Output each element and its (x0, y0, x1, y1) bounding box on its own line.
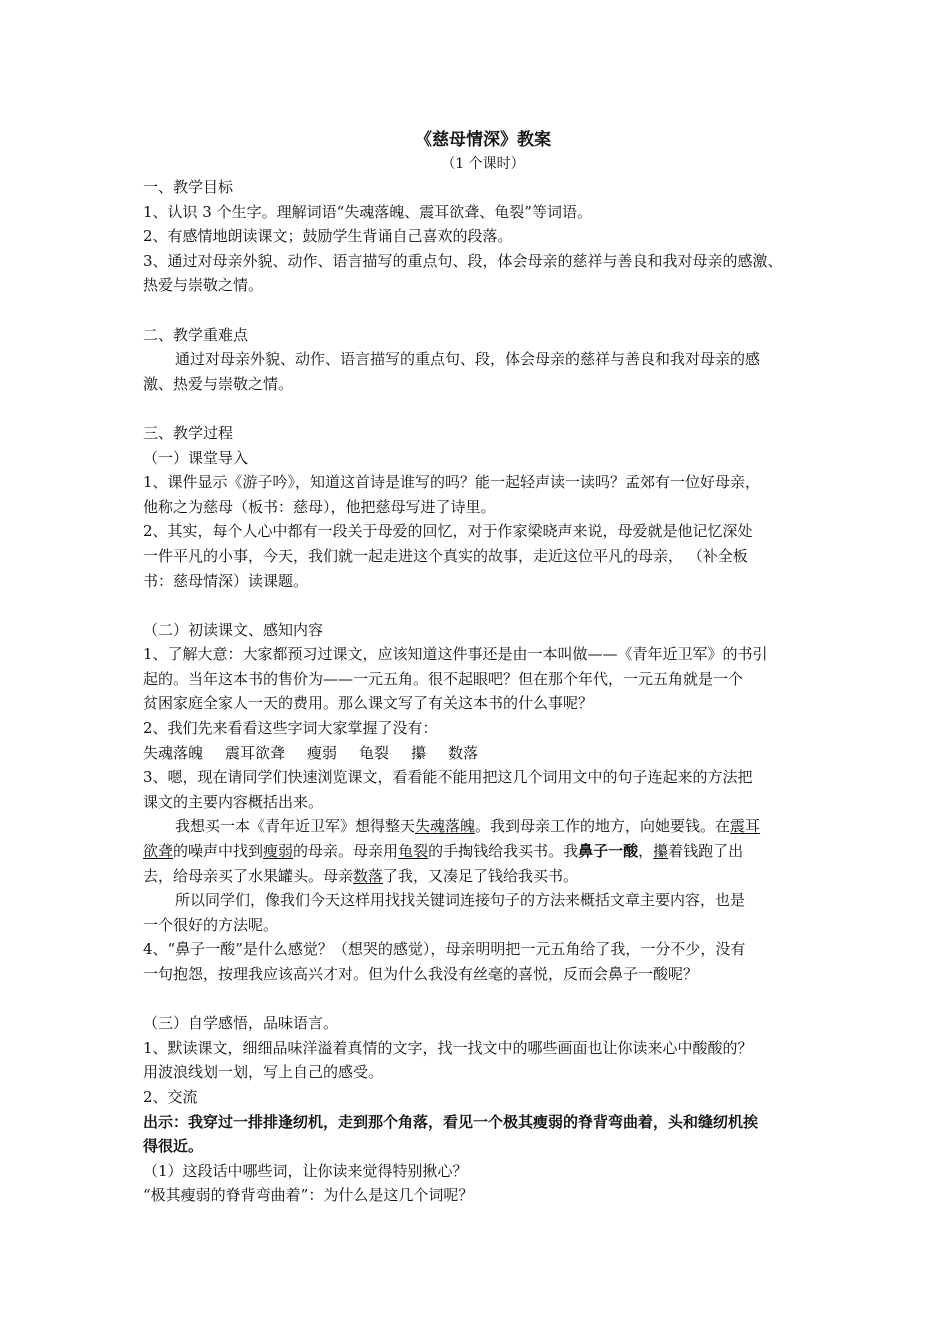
section-heading-process: 三、教学过程 (143, 423, 234, 442)
keyword-underlined: 瘦弱 (263, 842, 294, 861)
summary-line-2: 欲聋的噪声中找到瘦弱的母亲。母亲用龟裂的手掏钱给我买书。我鼻子一酸，攥着钱跑了出 (143, 842, 744, 861)
key-points-line-2: 激、热爱与崇敬之情。 (143, 374, 294, 393)
goal-3-line-2: 热爱与崇敬之情。 (143, 276, 264, 295)
spacer (143, 593, 823, 618)
vocabulary-word: 攥 (411, 743, 427, 762)
section-heading-key-points: 二、教学重难点 (143, 325, 249, 344)
keyword-underlined: 失魂落魄 (415, 817, 476, 836)
part-3-item-2: 2、交流 (143, 1087, 198, 1106)
shown-passage-line-1: 出示：我穿过一排排逢纫机，走到那个角落，看见一个极其瘦弱的脊背弯曲着，头和缝纫机挨 (143, 1112, 759, 1131)
part-2-heading: （二）初读课文、感知内容 (143, 620, 324, 639)
goal-2: 2、有感情地朗读课文；鼓励学生背诵自己喜欢的段落。 (143, 227, 513, 246)
part-3-item-1-line-2: 用波浪线划一划，写上自己的感受。 (143, 1063, 384, 1082)
page-subtitle: （1 个课时） (441, 156, 525, 172)
lesson-plan-body (143, 127, 823, 1208)
keyword-underlined: 欲聋 (143, 842, 174, 861)
vocabulary-word: 失魂落魄 (143, 743, 204, 762)
part-2-item-1-line-1: 1、了解大意：大家都预习过课文，应该知道这件事还是由一本叫做——《青年近卫军》的书引 (143, 645, 768, 664)
spacer (143, 987, 823, 1012)
part-2-item-1-line-3: 贫困家庭全家人一天的费用。那么课文写了有关这本书的什么事呢？ (143, 694, 594, 713)
keyword-underlined: 震耳 (730, 817, 761, 836)
vocabulary-word: 瘦弱 (307, 743, 338, 762)
part-2-item-4-line-1: 4、“鼻子一酸”是什么感觉？（想哭的感觉），母亲明明把一元五角给了我，一分不少，没有 (143, 940, 746, 959)
vocabulary-word: 龟裂 (359, 743, 390, 762)
key-points-line-1: 通过对母亲外貌、动作、语言描写的重点句、段，体会母亲的慈祥与善良和我对母亲的感 (175, 350, 761, 369)
spacer (143, 396, 823, 421)
keyword-underlined: 攥 (653, 842, 669, 861)
part-2-item-3-line-2: 课文的主要内容概括出来。 (143, 792, 324, 811)
vocabulary-word: 数落 (448, 743, 479, 762)
part-2-item-2: 2、我们先来看看这些字词大家掌握了没有： (143, 719, 438, 738)
question-1: （1）这段话中哪些词，让你读来觉得特别揪心？ (143, 1161, 468, 1180)
question-2: “极其瘦弱的脊背弯曲着”：为什么是这几个词呢？ (143, 1186, 474, 1205)
method-note-line-1: 所以同学们，像我们今天这样用找找关键词连接句子的方法来概括文章主要内容，也是 (175, 891, 746, 910)
part-1-item-2-line-1: 2、其实，每个人心中都有一段关于母爱的回忆，对于作家梁晓声来说，母爱就是他记忆深处 (143, 522, 753, 541)
vocabulary-word: 震耳欲聋 (225, 743, 286, 762)
part-2-item-4-line-2: 一句抱怨，按理我应该高兴才对。但为什么我没有丝毫的喜悦，反而会鼻子一酸呢？ (143, 965, 699, 983)
spacer (143, 298, 823, 323)
summary-line-3: 去，给母亲买了水果罐头。母亲数落了我，又凑足了钱给我买书。 (143, 866, 579, 885)
shown-passage-line-2: 得很近。 (143, 1137, 204, 1156)
part-1-heading: （一）课堂导入 (143, 448, 249, 467)
page-title: 《慈母情深》教案 (415, 130, 551, 150)
part-2-item-3-line-1: 3、嗯，现在请同学们快速浏览课文，看看能不能用把这几个词用文中的句子连起来的方法把 (143, 768, 753, 787)
part-3-heading: （三）自学感悟，品味语言。 (143, 1014, 339, 1033)
part-1-item-1-line-1: 1、课件显示《游子吟》，知道这首诗是谁写的吗？能一起轻声读一读吗？孟郊有一位好母亲， (143, 473, 761, 492)
part-1-item-2-line-3: 书：慈母情深）读课题。 (143, 571, 309, 590)
goal-3-line-1: 3、通过对母亲外貌、动作、语言描写的重点句、段，体会母亲的慈祥与善良和我对母亲的感激、 (143, 251, 783, 270)
part-3-item-1-line-1: 1、默读课文，细细品味洋溢着真情的文字，找一找文中的哪些画面也让你读来心中酸酸的？ (143, 1038, 753, 1057)
method-note-line-2: 一个很好的方法呢。 (143, 915, 279, 934)
keyword-bold: 鼻子一酸 (578, 842, 639, 861)
goal-1: 1、认识 3 个生字。理解词语“失魂落魄、震耳欲聋、龟裂”等词语。 (143, 202, 592, 221)
vocabulary-list (143, 741, 823, 766)
keyword-underlined: 数落 (353, 866, 384, 885)
part-2-item-1-line-2: 起的。当年这本书的售价为——一元五角。很不起眼吧？但在那个年代，一元五角就是一个 (143, 669, 744, 688)
keyword-underlined: 龟裂 (398, 842, 429, 861)
part-1-item-2-line-2: 一件平凡的小事，今天，我们就一起走进这个真实的故事，走近这位平凡的母亲， （补全板 (143, 546, 748, 565)
summary-line-1: 我想买一本《青年近卫军》想得整天失魂落魄。我到母亲工作的地方，向她要钱。在震耳 (175, 817, 761, 836)
part-1-item-1-line-2: 他称之为慈母（板书：慈母），他把慈母写进了诗里。 (143, 497, 496, 516)
section-heading-goals: 一、教学目标 (143, 178, 234, 196)
